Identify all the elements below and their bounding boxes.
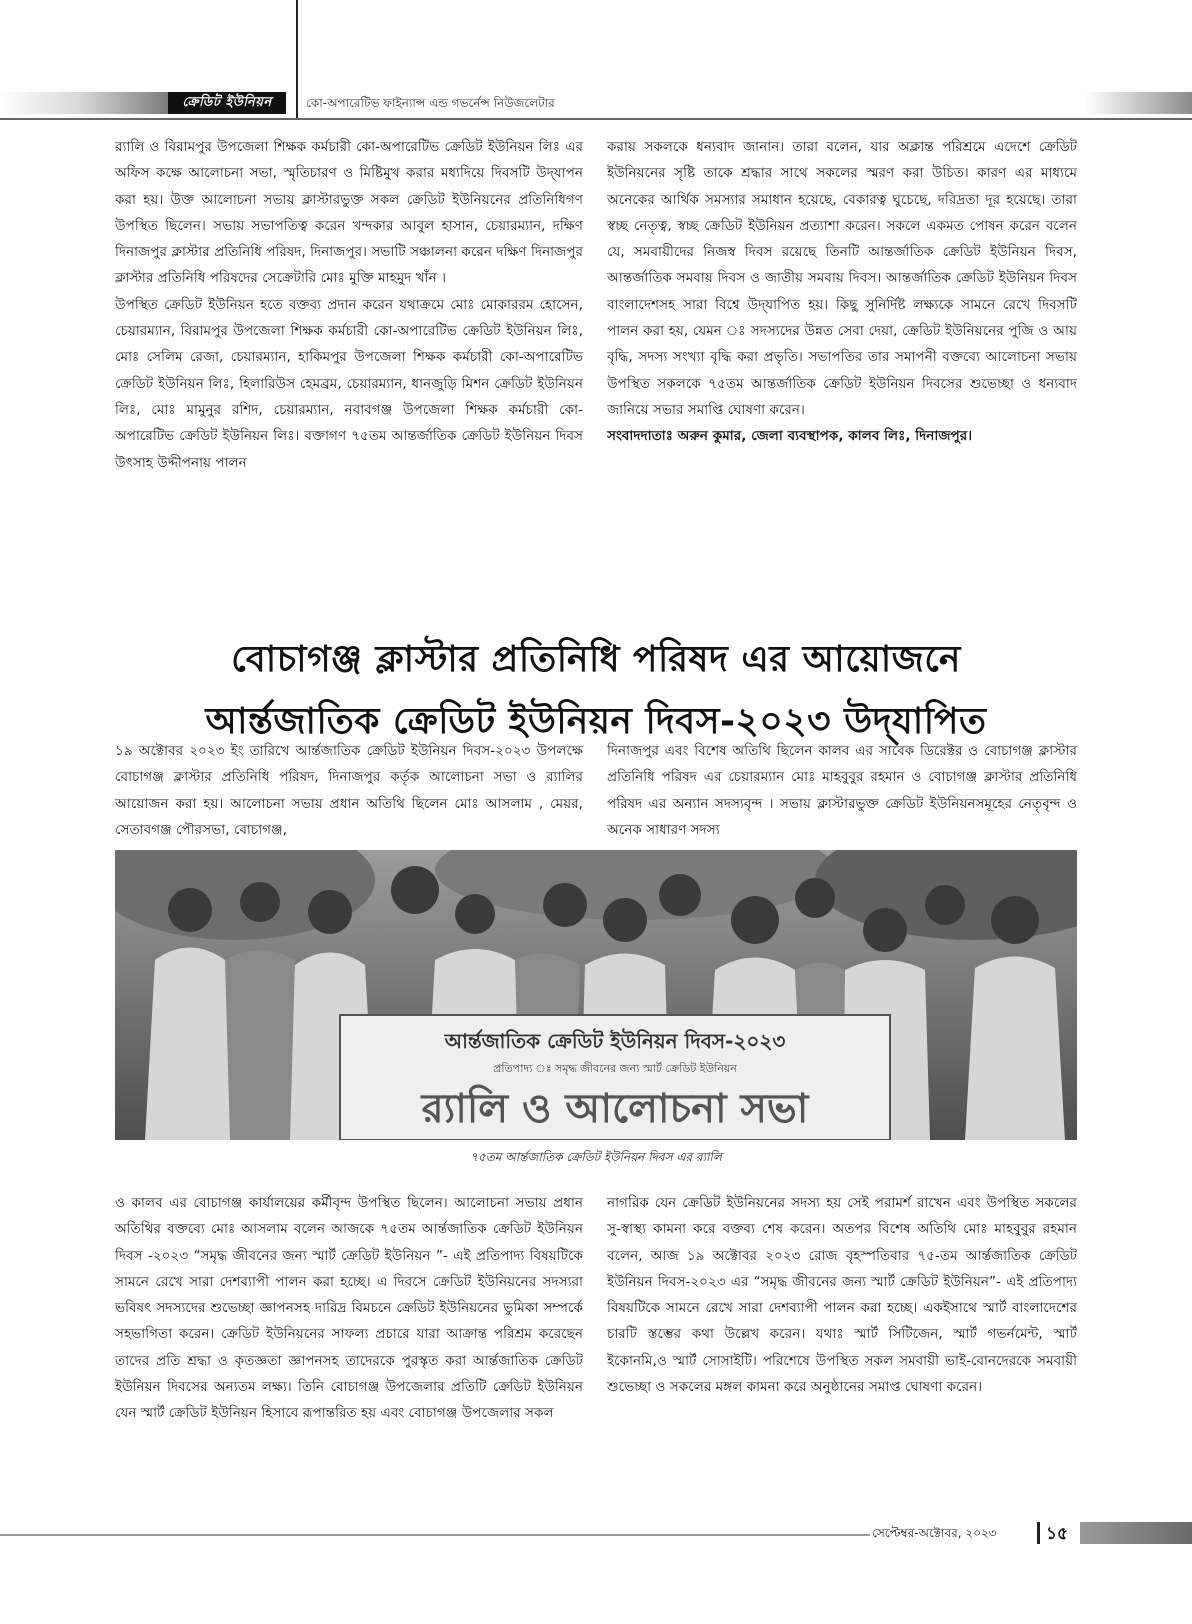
rally-photo <box>115 850 1077 1140</box>
rally-photo-illustration <box>115 850 1077 1140</box>
body-right-column <box>607 1190 1077 1400</box>
body-left-paragraph: ও কালব এর বোচাগঞ্জ কার্যালয়ের কর্মীবৃন্দ উপস্থিত ছিলেন। আলোচনা সভায় প্রধান অতিথির বক্তব্যে মোঃ আসলাম বলেন আজকে ৭৫তম আর্ন্তজাতিক ক্রেডিট ইউনিয়ন দিবস -২০২৩ “সমৃদ্ধ জীবনের জন্য স্মার্ট ক্রেডিট ইউনিয়ন ”- এই প্রতিপাদ্য বিষয়টিকে সামনে রেখে সারা দেশব্যাপী পালন করা হচ্ছে। এ দিবসে ক্রেডিট ইউনিয়নের সদস্যরা ভবিষৎ সদস্যদের শুভেচ্ছা জ্ঞাপনসহ দারিদ্র বিমচনে ক্রেডিট ইউনিয়নের ভুমিকা সম্পর্কে সহভাগিতা করেন। ক্রেডিট ইউনিয়নের সাফল্য প্রচারে যারা আক্রান্ত পরিশ্রম করেছেন তাদের প্রতি শ্রদ্ধা ও কৃতজ্ঞতা জ্ঞাপনসহ তাদেরকে পুরস্কৃত করা আর্ন্তজাতিক ক্রেডিট ইউনিয়ন দিবসের অন্যতম লক্ষ্য। তিনি বোচাগঞ্জ উপজেলার প্রতিটি ক্রেডিট ইউনিয়ন যেন স্মার্ট ক্রেডিট ইউনিয়ন হিসাবে রূপান্তরিত হয় এবং বোচাগঞ্জ উপজেলার সকল <box>115 1195 583 1422</box>
intro-left-paragraph: ১৯ অক্টোবর ২০২৩ ইং তারিখে আর্ন্তজাতিক ক্রেডিট ইউনিয়ন দিবস-২০২৩ উপলক্ষে বোচাগঞ্জ ক্লাস্টার প্রতিনিধি পরিষদ, দিনাজপুর কর্তৃক আলোচনা সভা ও র‍্যালির আয়োজন করা হয়। আলোচনা সভায় প্রধান অতিথি ছিলেন মোঃ আসলাম , মেয়র, সেতাবগঞ্জ পৌরসভা, বোচাগঞ্জ, <box>115 743 583 838</box>
page-number: ১৫ <box>1046 1524 1069 1544</box>
header-rule <box>0 118 1192 120</box>
banner-title: আর্ন্তজাতিক ক্রেডিট ইউনিয়ন দিবস-২০২৩ <box>444 1029 786 1053</box>
header-gradient-right <box>1085 92 1192 114</box>
issue-date: সেপ্টেম্বর-অক্টোবর, ২০২৩ <box>872 1526 997 1540</box>
top-article-left-column <box>115 134 583 476</box>
top-article-paragraph-1: র‍্যালি ও বিরামপুর উপজেলা শিক্ষক কর্মচারী কো-অপারেটিভ ক্রেডিট ইউনিয়ন লিঃ এর অফিস কক্ষে আলোচনা সভা, স্মৃতিচারণ ও মিষ্টিমুখ করার মধ্যদিয়ে দিবসটি উদ্‌যাপন করা হয়। উক্ত আলোচনা সভায় ক্লাস্টারভুক্ত সকল ক্রেডিট ইউনিয়নের প্রতিনিধিগণ উপস্থিত ছিলেন। সভায় সভাপতিত্ব করেন খন্দকার আবুল হাসান, চেয়ারম্যান, দক্ষিণ দিনাজপুর ক্লাস্টার প্রতিনিধি পরিষদ, দিনাজপুর। সভাটি সঞ্চালনা করেন দক্ষিণ দিনাজপুর ক্লাস্টার প্রতিনিধি পরিষদের সেক্রেটারি মোঃ মুক্তি মাহমুদ খাঁন । <box>115 139 583 287</box>
body-left-column <box>115 1190 583 1427</box>
footer-separator <box>1037 1522 1040 1544</box>
banner-event: র‍্যালি ও আলোচনা সভা <box>421 1086 809 1132</box>
photo-caption: ৭৫তম আর্ন্তজাতিক ক্রেডিট ইউনিয়ন দিবস এর র‍্যালি <box>470 1150 722 1164</box>
body-right-paragraph: নাগরিক যেন ক্রেডিট ইউনিয়নের সদস্য হয় সেই পরামর্শ রাখেন এবং উপস্থিত সকলের সু-স্বাস্থ্য কামনা করে বক্তব্য শেষ করেন। অতপর বিশেষ অতিথি মোঃ মাহবুবুর রহমান বলেন, আজ ১৯ অক্টোবর ২০২৩ রোজ বৃহস্পতিবার ৭৫-তম আর্ন্তজাতিক ক্রেডিট ইউনিয়ন দিবস-২০২৩ এর “সমৃদ্ধ জীবনের জন্য স্মার্ট ক্রেডিট ইউনিয়ন”- এই প্রতিপাদ্য বিষয়টিকে সামনে রেখে সারা দেশব্যাপী পালন করা হচ্ছে। একইসাথে স্মার্ট বাংলাদেশের চারটি স্তম্ভের কথা উল্লেখ করেন। যথাঃ স্মার্ট সিটিজেন, স্মার্ট গভর্নমেন্ট, স্মার্ট ইকোনমি,ও স্মার্ট সোসাইটি। পরিশেষে উপস্থিত সকল সমবায়ী ভাই-বোনদেরকে সমবায়ী শুভেচ্ছা ও সকলের মঙ্গল কামনা করে অনুষ্ঠানের সমাপ্ত ঘোষণা করেন। <box>607 1195 1077 1396</box>
intro-right-column <box>607 738 1077 843</box>
top-article-right-column <box>607 134 1077 450</box>
header-logo: ক্রেডিট ইউনিয়ন <box>168 92 286 114</box>
top-article-byline: সংবাদদাতাঃ অরুন কুমার, জেলা ব্যবস্থাপক, কালব লিঃ, দিনাজপুর। <box>607 428 973 445</box>
headline-line-1: বোচাগঞ্জ ক্লাস্টার প্রতিনিধি পরিষদ এর আয়োজনে <box>231 639 961 680</box>
header-divider <box>296 0 298 120</box>
intro-right-paragraph: দিনাজপুর এবং বিশেষ অতিথি ছিলেন কালব এর সাবেক ডিরেক্টর ও বোচাগঞ্জ ক্লাস্টার প্রতিনিধি পরিষদ এর চেয়ারম্যান মোঃ মাহবুবুর রহমান ও বোচাগঞ্জ ক্লাস্টার প্রতিনিধি পরিষদ এর অন্যান সদস্যবৃন্দ । সভায় ক্লাস্টারভুক্ত ক্রেডিট ইউনিয়নসমূহের নেতৃবৃন্দ ও অনেক সাধারণ সদস্য <box>607 743 1077 838</box>
headline-line-2: আর্ন্তজাতিক ক্রেডিট ইউনিয়ন দিবস-২০২৩ উদ্‌যাপিত <box>205 701 987 742</box>
top-article-paragraph-3: করায় সকলকে ধন্যবাদ জানান। তারা বলেন, যার অক্লান্ত পরিশ্রমে এদেশে ক্রেডিট ইউনিয়নের সৃষ্টি তাকে শ্রদ্ধার সাথে সকলের স্মরণ করা উচিত। কারণ এর মাধ্যমে অনেকের আর্থিক সমস্যার সমাধান হয়েছে, বেকারত্ব ঘুচেছে, দরিদ্রতা দূর হয়েছে। তারা স্বচ্ছ নেতৃত্ব, স্বচ্ছ ক্রেডিট ইউনিয়ন প্রত্যাশা করেন। সকলে একমত পোষন করেন বলেন যে, সমবায়ীদের নিজস্ব দিবস রয়েছে তিনটি আন্তর্জাতিক ক্রেডিট ইউনিয়ন দিবস, আন্তর্জাতিক সমবায় দিবস ও জাতীয় সমবায় দিবস। আন্তর্জাতিক ক্রেডিট ইউনিয়ন দিবস বাংলাদেশসহ সারা বিশ্বে উদ্‌যাপিত হয়। কিছু সুনির্দিষ্ট লক্ষ্যকে সামনে রেখে দিবসটি পালন করা হয়, যেমন ঃ সদস্যদের উন্নত সেবা দেয়া, ক্রেডিট ইউনিয়নের পুজি ও আয় বৃদ্ধি, সদস্য সংখ্যা বৃদ্ধি করা প্রভৃতি। সভাপতির তার সমাপনী বক্তব্যে আলোচনা সভায় উপস্থিত সকলকে ৭৫তম আন্তর্জাতিক ক্রেডিট ইউনিয়ন দিবসের শুভেচ্ছা ও ধন্যবাদ জানিয়ে সভার সমাপ্তি ঘোষণা করেন। <box>607 139 1077 418</box>
top-article-paragraph-2: উপস্থিত ক্রেডিট ইউনিয়ন হতে বক্তব্য প্রদান করেন যথাক্রমে মোঃ মোকাররম হোসেন, চেয়ারম্যান, বিরামপুর উপজেলা শিক্ষক কর্মচারী কো-অপারেটিভ ক্রেডিট ইউনিয়ন লিঃ, মোঃ সেলিম রেজা, চেয়ারম্যান, হাকিমপুর উপজেলা শিক্ষক কর্মচারী কো-অপারেটিভ ক্রেডিট ইউনিয়ন লিঃ, হিলারিউস হেমব্রম, চেয়ারম্যান, ধানজুড়ি মিশন ক্রেডিট ইউনিয়ন লিঃ, মোঃ মামুনুর রশিদ, চেয়ারম্যান, নবাবগঞ্জ উপজেলা শিক্ষক কর্মচারী কো-অপারেটিভ ক্রেডিট ইউনিয়ন লিঃ। বক্তাগণ ৭৫তম আন্তর্জাতিক ক্রেডিট ইউনিয়ন দিবস উৎসাহ উদ্দীপনায় পালন <box>115 296 583 471</box>
banner-theme: প্রতিপাদ্য ঃ সমৃদ্ধ জীবনের জন্য স্মার্ট ক্রেডিট ইউনিয়ন <box>493 1062 737 1075</box>
intro-left-column <box>115 738 583 843</box>
newsletter-title: কো-অপারেটিভ ফাইন্যান্স এন্ড গভর্নেন্স নিউজলেটার <box>306 96 555 110</box>
footer-rule <box>0 1534 870 1536</box>
footer-gradient-bar <box>1080 1522 1192 1544</box>
